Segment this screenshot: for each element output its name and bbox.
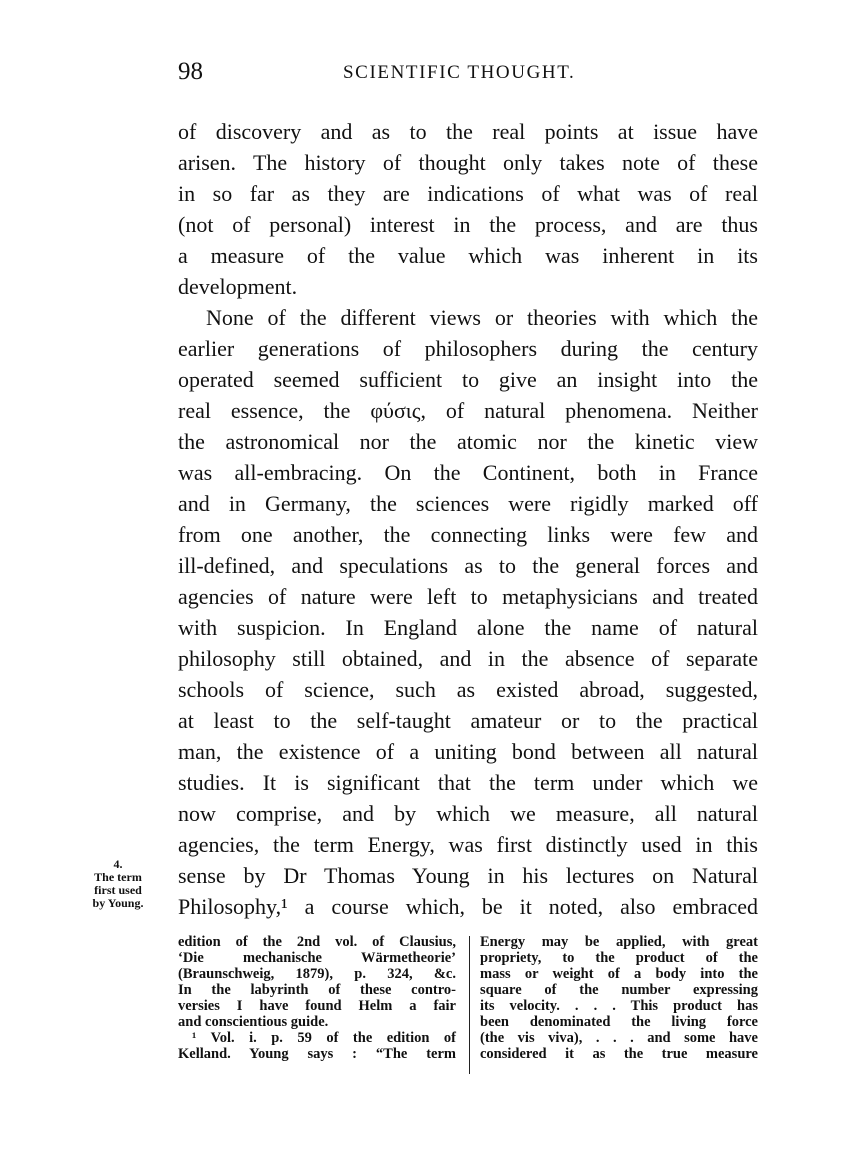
footnote-line: versies I have found Helm a fair bbox=[178, 998, 456, 1014]
page-number: 98 bbox=[178, 58, 203, 85]
marginal-note-line: The term bbox=[94, 870, 142, 884]
body-line: agencies, the term Energy, was first distinctly used in this bbox=[178, 832, 758, 857]
footnote-line: edition of the 2nd vol. of Clausius, bbox=[178, 934, 456, 950]
body-line: in so far as they are indications of what was of real bbox=[178, 181, 758, 206]
body-line: man, the existence of a uniting bond between all natural bbox=[178, 739, 758, 764]
footnote-line: propriety, to the product of the bbox=[480, 950, 758, 966]
footnote-line: Energy may be applied, with great bbox=[480, 934, 758, 950]
body-text bbox=[178, 116, 758, 922]
footnote-line: Kelland. Young says : “The term bbox=[178, 1046, 456, 1062]
footnote-line: (the vis viva), . . . and some have bbox=[480, 1030, 758, 1046]
footnote-line: square of the number expressing bbox=[480, 982, 758, 998]
footnote-line: ¹ Vol. i. p. 59 of the edition of bbox=[192, 1030, 456, 1046]
body-line: studies. It is significant that the term under which we bbox=[178, 770, 758, 795]
footnote-line: been denominated the living force bbox=[480, 1014, 758, 1030]
footnote-line: mass or weight of a body into the bbox=[480, 966, 758, 982]
body-line: of discovery and as to the real points at issue have bbox=[178, 119, 758, 144]
body-line: now comprise, and by which we measure, all natural bbox=[178, 801, 758, 826]
body-line: Philosophy,¹ a course which, be it noted, also embraced bbox=[178, 894, 758, 919]
footnote-line: and conscientious guide. bbox=[178, 1014, 329, 1030]
footnote-line: considered it as the true measure bbox=[480, 1046, 758, 1062]
page-header bbox=[178, 58, 758, 88]
footnote-line: its velocity. . . . This product has bbox=[480, 998, 758, 1014]
body-line: with suspicion. In England alone the name of natural bbox=[178, 615, 758, 640]
body-line: the astronomical nor the atomic nor the kinetic view bbox=[178, 429, 758, 454]
marginal-note-number: 4. bbox=[113, 857, 123, 871]
body-line: schools of science, such as existed abroad, suggested, bbox=[178, 677, 758, 702]
body-line: philosophy still obtained, and in the absence of separate bbox=[178, 646, 758, 671]
body-line: arisen. The history of thought only takes note of these bbox=[178, 150, 758, 175]
footnote-column-right bbox=[480, 934, 758, 1062]
footnote-line: ‘Die mechanische Wärmetheorie’ bbox=[178, 950, 456, 966]
body-line: (not of personal) interest in the process, and are thus bbox=[178, 212, 758, 237]
body-line: and in Germany, the sciences were rigidly marked off bbox=[178, 491, 758, 516]
body-line: operated seemed sufficient to give an insight into the bbox=[178, 367, 758, 392]
body-line: a measure of the value which was inherent in its bbox=[178, 243, 758, 268]
marginal-note-line: by Young. bbox=[92, 896, 144, 910]
body-line: None of the different views or theories with which the bbox=[206, 305, 758, 330]
body-line: real essence, the φύσις, of natural phenomena. Neither bbox=[178, 398, 758, 423]
marginal-note bbox=[72, 858, 164, 910]
footnote-line: (Braunschweig, 1879), p. 324, &c. bbox=[178, 966, 456, 982]
footnote-line: In the labyrinth of these contro- bbox=[178, 982, 456, 998]
column-divider bbox=[469, 936, 470, 1074]
footnotes bbox=[178, 934, 758, 1074]
body-line: was all-embracing. On the Continent, both in France bbox=[178, 460, 758, 485]
body-line: development. bbox=[178, 274, 298, 299]
body-line: agencies of nature were left to metaphysicians and treated bbox=[178, 584, 758, 609]
body-line: earlier generations of philosophers during the century bbox=[178, 336, 758, 361]
footnote-column-left bbox=[178, 934, 456, 1062]
body-line: ill-defined, and speculations as to the general forces and bbox=[178, 553, 758, 578]
body-line: at least to the self-taught amateur or to the practical bbox=[178, 708, 758, 733]
body-line: sense by Dr Thomas Young in his lectures on Natural bbox=[178, 863, 758, 888]
marginal-note-line: first used bbox=[94, 883, 142, 897]
body-line: from one another, the connecting links were few and bbox=[178, 522, 758, 547]
running-title: SCIENTIFIC THOUGHT. bbox=[343, 62, 576, 83]
